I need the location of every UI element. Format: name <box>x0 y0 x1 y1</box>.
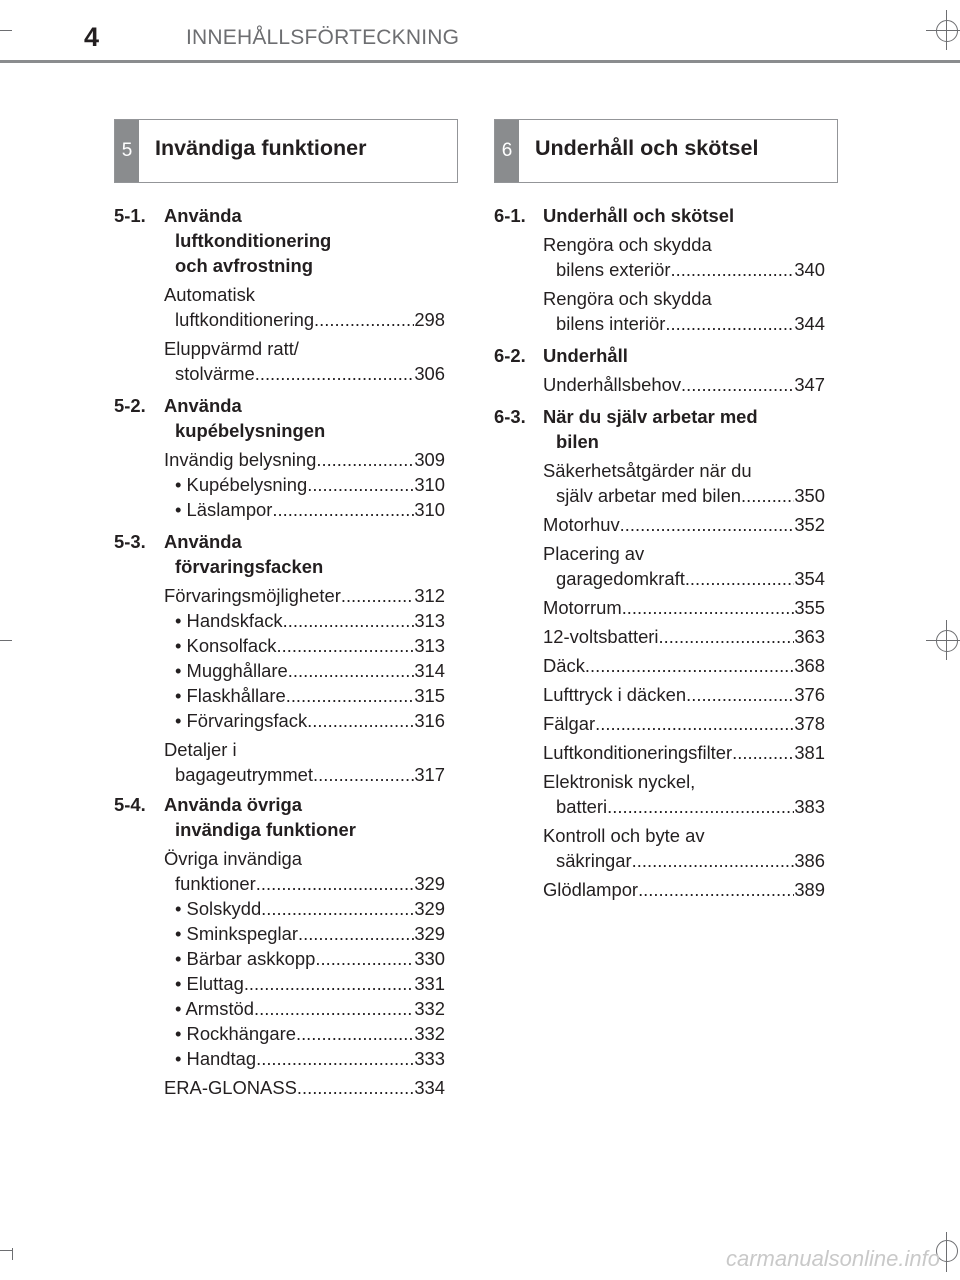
toc-entry[interactable] <box>175 634 445 658</box>
toc-entry[interactable] <box>164 448 445 472</box>
page-number: 4 <box>84 22 100 52</box>
subsection-title: invändiga funktioner <box>175 819 356 840</box>
toc-entry-text: • Konsolfack <box>175 635 277 656</box>
leader-dots <box>741 484 794 508</box>
toc-page-number: 381 <box>794 742 825 763</box>
leader-dots <box>261 897 414 921</box>
leader-dots <box>665 312 794 336</box>
leader-dots <box>277 634 415 658</box>
toc-page-number: 330 <box>414 948 445 969</box>
toc-entry-text: • Armstöd <box>175 998 255 1019</box>
toc-entry[interactable] <box>175 1047 445 1071</box>
section-number-tab: 6 <box>495 120 519 182</box>
toc-page-number: 310 <box>414 474 445 495</box>
leader-dots <box>585 654 794 678</box>
toc-entry-text: Luftkonditioneringsfilter <box>543 742 733 763</box>
toc-entry-text: luftkonditionering <box>175 309 315 330</box>
toc-entry[interactable] <box>175 609 445 633</box>
leader-dots <box>307 709 414 733</box>
toc-entry-text[interactable]: Rengöra och skydda <box>543 234 712 255</box>
toc-entry-text: • Sminkspeglar <box>175 923 298 944</box>
toc-entry-text: säkringar <box>556 850 632 871</box>
toc-entry-text: • Solskydd <box>175 898 262 919</box>
subsection-number: 5-4. <box>114 794 146 815</box>
toc-entry-text: • Läslampor <box>175 499 273 520</box>
toc-entry[interactable] <box>164 584 445 608</box>
toc-entry[interactable] <box>175 763 445 787</box>
toc-entry-text: • Handtag <box>175 1048 257 1069</box>
leader-dots <box>686 683 794 707</box>
leader-dots <box>607 795 794 819</box>
subsection-title: Använda <box>164 395 242 416</box>
toc-page-number: 309 <box>414 449 445 470</box>
crop-mark <box>0 640 12 641</box>
section-number-tab: 5 <box>115 120 139 182</box>
toc-entry[interactable] <box>543 625 825 649</box>
crop-mark <box>0 30 12 31</box>
toc-page-number: 313 <box>414 635 445 656</box>
toc-page-number: 347 <box>794 374 825 395</box>
subsection-title: och avfrostning <box>175 255 313 276</box>
leader-dots <box>685 567 795 591</box>
section-title: Invändiga funktioner <box>155 136 367 160</box>
crop-mark <box>0 1250 12 1251</box>
toc-page-number: 329 <box>414 873 445 894</box>
toc-entry[interactable] <box>556 567 825 591</box>
toc-entry-text: Motorhuv <box>543 514 620 535</box>
toc-entry[interactable] <box>175 684 445 708</box>
subsection-number: 6-3. <box>494 406 526 427</box>
leader-dots <box>297 1076 414 1100</box>
subsection-title: Använda övriga <box>164 794 302 815</box>
toc-page-number: 368 <box>794 655 825 676</box>
leader-dots <box>286 684 415 708</box>
toc-entry-text: Underhållsbehov <box>543 374 682 395</box>
toc-entry-text: • Kupébelysning <box>175 474 308 495</box>
leader-dots <box>313 763 414 787</box>
toc-entry[interactable] <box>543 683 825 707</box>
toc-entry-text: • Rockhängare <box>175 1023 296 1044</box>
toc-entry[interactable] <box>175 872 445 896</box>
toc-entry-text[interactable]: Rengöra och skydda <box>543 288 712 309</box>
subsection-title: kupébelysningen <box>175 420 326 441</box>
toc-page-number: 376 <box>794 684 825 705</box>
toc-entry[interactable] <box>543 596 825 620</box>
toc-page-number: 314 <box>414 660 445 681</box>
toc-entry-text: • Flaskhållare <box>175 685 286 706</box>
toc-entry-text: funktioner <box>175 873 256 894</box>
section-header-6 <box>494 119 838 183</box>
section-title: Underhåll och skötsel <box>535 136 759 160</box>
toc-entry-text: bilens interiör <box>556 313 666 334</box>
leader-dots <box>296 1022 414 1046</box>
toc-page-number: 329 <box>414 923 445 944</box>
leader-dots <box>316 448 414 472</box>
leader-dots <box>670 258 794 282</box>
leader-dots <box>595 712 794 736</box>
toc-entry[interactable] <box>175 972 445 996</box>
crop-mark <box>12 1248 13 1260</box>
toc-page-number: 331 <box>414 973 445 994</box>
toc-entry-text: Motorrum <box>543 597 622 618</box>
toc-entry[interactable] <box>175 473 445 497</box>
toc-page-number: 329 <box>414 898 445 919</box>
toc-page-number: 383 <box>794 796 825 817</box>
toc-entry-text: Däck <box>543 655 585 676</box>
toc-entry-text[interactable]: Detaljer i <box>164 739 237 760</box>
leader-dots <box>272 498 414 522</box>
toc-entry-text: ERA-GLONASS <box>164 1077 297 1098</box>
toc-page-number: 389 <box>794 879 825 900</box>
leader-dots <box>681 373 794 397</box>
toc-entry-text: • Handskfack <box>175 610 283 631</box>
leader-dots <box>283 609 415 633</box>
subsection-number: 5-3. <box>114 531 146 552</box>
toc-page-number: 340 <box>794 259 825 280</box>
toc-entry-text: bagageutrymmet <box>175 764 314 785</box>
subsection-number: 6-1. <box>494 205 526 226</box>
leader-dots <box>244 972 415 996</box>
toc-entry[interactable] <box>556 849 825 873</box>
subsection-title: När du själv arbetar med <box>543 406 758 427</box>
page-title: INNEHÅLLSFÖRTECKNING <box>186 26 460 49</box>
leader-dots <box>288 659 415 683</box>
toc-entry[interactable] <box>543 712 825 736</box>
leader-dots <box>256 1047 414 1071</box>
toc-page-number: 354 <box>794 568 825 589</box>
section-header-5 <box>114 119 458 183</box>
toc-entry-text: 12-voltsbatteri <box>543 626 659 647</box>
leader-dots <box>254 997 414 1021</box>
crop-mark <box>926 30 960 31</box>
toc-entry-text[interactable]: Placering av <box>543 543 645 564</box>
toc-entry-text[interactable]: Elektronisk nyckel, <box>543 771 696 792</box>
subsection-title: bilen <box>556 431 599 452</box>
toc-entry[interactable] <box>543 373 825 397</box>
leader-dots <box>659 625 795 649</box>
crop-mark <box>926 640 960 641</box>
toc-entry-text[interactable]: Eluppvärmd ratt/ <box>164 338 299 359</box>
toc-entry[interactable] <box>543 513 825 537</box>
toc-entry[interactable] <box>175 709 445 733</box>
subsection-title: Använda <box>164 531 242 552</box>
toc-entry-text: stolvärme <box>175 363 255 384</box>
subsection-title: Underhåll <box>543 345 628 366</box>
toc-entry[interactable] <box>164 1076 445 1100</box>
header-divider <box>0 60 960 63</box>
toc-entry-text: Glödlampor <box>543 879 639 900</box>
leader-dots <box>341 584 414 608</box>
leader-dots <box>620 513 795 537</box>
toc-entry-text[interactable]: Övriga invändiga <box>164 848 303 869</box>
toc-entry[interactable] <box>175 498 445 522</box>
registration-mark <box>936 20 958 42</box>
subsection-title: Underhåll och skötsel <box>543 205 735 226</box>
toc-entry[interactable] <box>543 654 825 678</box>
subsection-number: 6-2. <box>494 345 526 366</box>
subsection-title: förvaringsfacken <box>175 556 324 577</box>
toc-entry-text: Förvaringsmöjligheter <box>164 585 341 606</box>
leader-dots <box>314 308 414 332</box>
toc-entry-text: garagedomkraft <box>556 568 685 589</box>
toc-page-number: 332 <box>414 1023 445 1044</box>
toc-entry[interactable] <box>175 659 445 683</box>
toc-entry-text: bilens exteriör <box>556 259 671 280</box>
toc-page-number: 344 <box>794 313 825 334</box>
toc-page-number: 317 <box>414 764 445 785</box>
leader-dots <box>298 922 414 946</box>
toc-entry[interactable] <box>175 947 445 971</box>
toc-page-number: 332 <box>414 998 445 1019</box>
toc-entry-text: • Förvaringsfack <box>175 710 308 731</box>
toc-page-number: 298 <box>414 309 445 330</box>
toc-page-number: 315 <box>414 685 445 706</box>
leader-dots <box>638 878 794 902</box>
toc-entry-text: • Bärbar askkopp <box>175 948 316 969</box>
toc-entry[interactable] <box>175 922 445 946</box>
watermark: carmanualsonline.info <box>725 1246 940 1271</box>
toc-entry[interactable] <box>543 878 825 902</box>
toc-page-number: 355 <box>794 597 825 618</box>
toc-page-number: 352 <box>794 514 825 535</box>
subsection-title: luftkonditionering <box>175 230 332 251</box>
toc-entry-text[interactable]: Kontroll och byte av <box>543 825 705 846</box>
leader-dots <box>307 473 414 497</box>
leader-dots <box>732 741 794 765</box>
toc-entry[interactable] <box>175 997 445 1021</box>
subsection-title: Använda <box>164 205 242 226</box>
toc-entry[interactable] <box>556 795 825 819</box>
toc-entry-text[interactable]: Säkerhetsåtgärder när du <box>543 460 752 481</box>
toc-page-number: 312 <box>414 585 445 606</box>
toc-page-number: 363 <box>794 626 825 647</box>
toc-page-number: 306 <box>414 363 445 384</box>
toc-entry[interactable] <box>175 308 445 332</box>
toc-page-number: 386 <box>794 850 825 871</box>
subsection-number: 5-1. <box>114 205 146 226</box>
toc-entry[interactable] <box>175 362 445 386</box>
leader-dots <box>632 849 795 873</box>
toc-page-number: 316 <box>414 710 445 731</box>
toc-entry[interactable] <box>543 741 825 765</box>
toc-entry[interactable] <box>175 897 445 921</box>
leader-dots <box>315 947 414 971</box>
leader-dots <box>622 596 795 620</box>
crop-mark <box>946 1232 947 1272</box>
registration-mark <box>936 630 958 652</box>
toc-entry-text: Lufttryck i däcken <box>543 684 687 705</box>
toc-page-number: 334 <box>414 1077 445 1098</box>
subsection-number: 5-2. <box>114 395 146 416</box>
toc-entry-text: Fälgar <box>543 713 596 734</box>
leader-dots <box>256 872 415 896</box>
toc-entry[interactable] <box>556 258 825 282</box>
toc-page-number: 313 <box>414 610 445 631</box>
leader-dots <box>255 362 415 386</box>
toc-page-number: 378 <box>794 713 825 734</box>
toc-entry-text: själv arbetar med bilen <box>556 485 742 506</box>
toc-entry[interactable] <box>175 1022 445 1046</box>
toc-page-number: 350 <box>794 485 825 506</box>
toc-page-number: 333 <box>414 1048 445 1069</box>
toc-page-number: 310 <box>414 499 445 520</box>
toc-entry-text: batteri <box>556 796 608 817</box>
toc-entry-text: • Eluttag <box>175 973 244 994</box>
toc-entry[interactable] <box>556 312 825 336</box>
toc-entry-text[interactable]: Automatisk <box>164 284 255 305</box>
toc-entry-text: • Mugghållare <box>175 660 288 681</box>
toc-entry-text: Invändig belysning <box>164 449 317 470</box>
toc-entry[interactable] <box>556 484 825 508</box>
